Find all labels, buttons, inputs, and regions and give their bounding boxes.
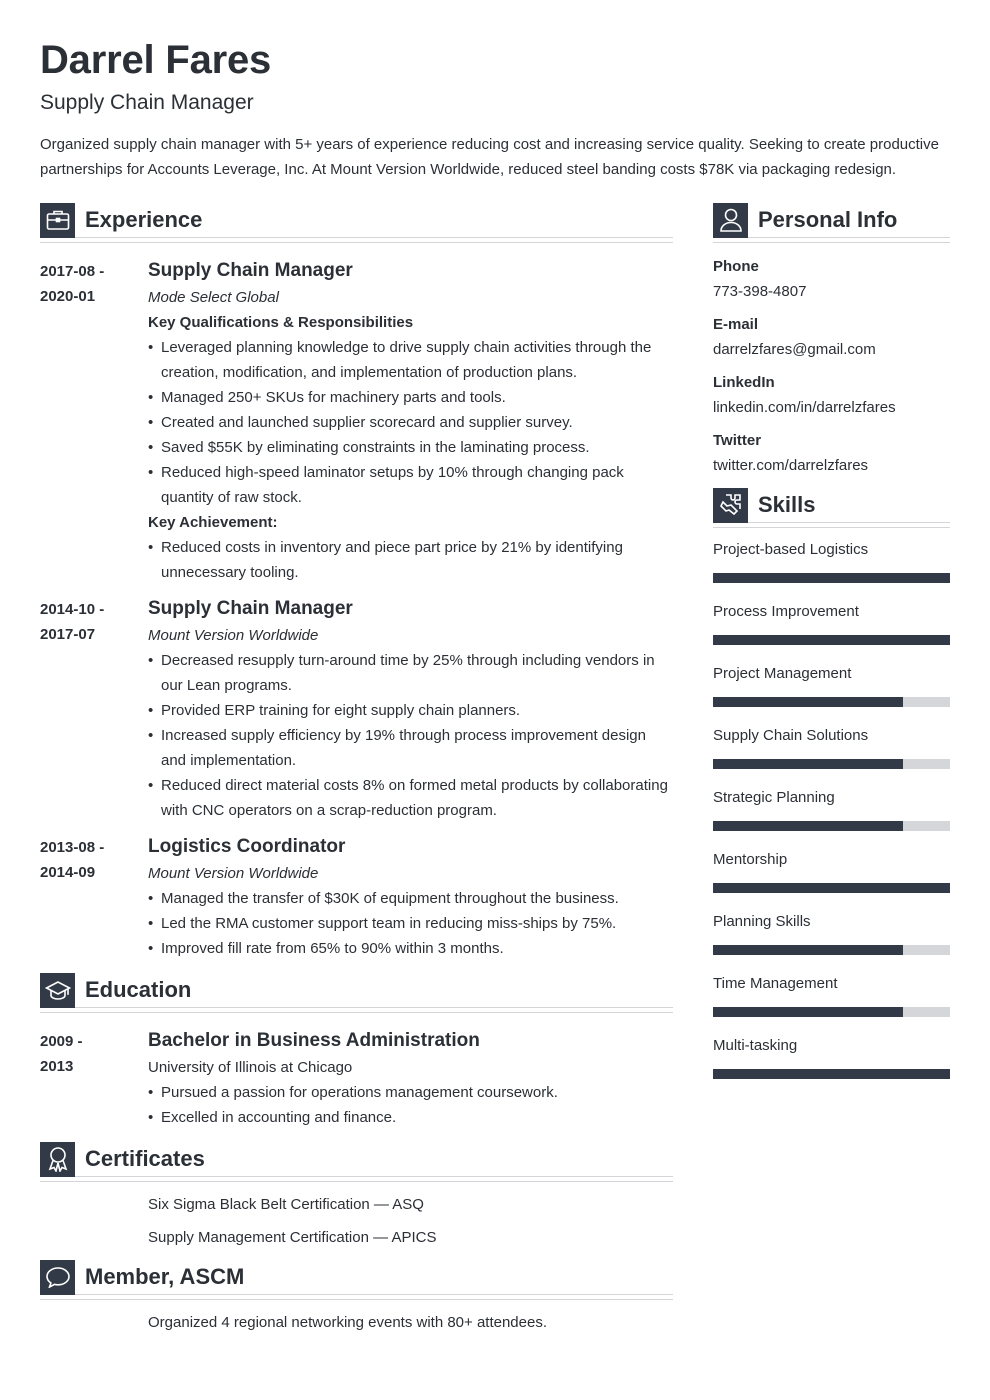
company-name: Mount Version Worldwide (148, 865, 319, 882)
personal-info-heading: Personal Info (758, 207, 898, 232)
degree-name: Bachelor in Business Administration (148, 1030, 480, 1051)
skill-item (713, 912, 950, 955)
entry-date (40, 595, 148, 823)
list-item: • Provided ERP training for eight supply chain planners. (148, 698, 673, 723)
skill-level-fill (713, 697, 903, 707)
list-item: • Increased supply efficiency by 19% through process improvement design and implementation. (148, 723, 673, 773)
left-column (40, 203, 673, 1335)
company-name: Mode Select Global (148, 289, 279, 306)
entry-date (40, 257, 148, 585)
graduation-cap-icon (40, 973, 75, 1008)
puzzle-hand-icon (713, 488, 748, 523)
skill-name: Planning Skills (713, 913, 811, 930)
right-column (713, 203, 950, 1079)
list-item: • Created and launched supplier scorecard and supplier survey. (148, 410, 673, 435)
list-item: • Improved fill rate from 65% to 90% within 3 months. (148, 936, 673, 961)
skills-section (713, 488, 950, 1079)
certificates-header (40, 1142, 673, 1177)
entry-date (40, 833, 148, 961)
school-name: University of Illinois at Chicago (148, 1059, 353, 1076)
subheading: Key Achievement: (148, 514, 278, 531)
date-end: 2014-09 (40, 864, 96, 881)
skill-name: Supply Chain Solutions (713, 727, 869, 744)
company-name: Mount Version Worldwide (148, 627, 319, 644)
member-text: Organized 4 regional networking events with 80+ attendees. (148, 1314, 548, 1331)
linkedin-label: LinkedIn (713, 374, 775, 391)
list-item: • Reduced costs in inventory and piece part price by 21% by identifying unnecessary tooling. (148, 535, 673, 585)
entry-date (40, 1027, 148, 1130)
skill-item (713, 540, 950, 583)
list-item: • Decreased resupply turn-around time by 25% through including vendors in our Lean programs. (148, 648, 673, 698)
list-item: • Saved $55K by eliminating constraints in the laminating process. (148, 435, 673, 460)
list-item: • Led the RMA customer support team in reducing miss-ships by 75%. (148, 911, 673, 936)
education-section (40, 973, 673, 1130)
skill-item (713, 726, 950, 769)
experience-heading: Experience (85, 207, 203, 232)
education-entry (40, 1027, 673, 1130)
date-end: 2020-01 (40, 288, 96, 305)
list-item: • Reduced high-speed laminator setups by 10% through changing pack quantity of raw stock. (148, 460, 673, 510)
divider (40, 1181, 673, 1182)
divider (40, 1299, 673, 1300)
skill-level-bar (713, 1069, 950, 1079)
list-item: • Leveraged planning knowledge to drive supply chain activities through the creation, modification, and implementation of production plans. (148, 335, 673, 385)
divider (713, 527, 950, 528)
skill-level-fill (713, 635, 950, 645)
skill-level-bar (713, 635, 950, 645)
date-end: 2013 (40, 1058, 74, 1075)
skill-item (713, 974, 950, 1017)
member-section (40, 1260, 673, 1335)
skill-level-fill (713, 1069, 950, 1079)
divider (713, 242, 950, 243)
skill-level-bar (713, 759, 950, 769)
skill-level-fill (713, 1007, 903, 1017)
bullet-list (148, 335, 673, 510)
phone-label: Phone (713, 258, 759, 275)
skill-name: Time Management (713, 975, 838, 992)
certificate-item: Six Sigma Black Belt Certification — ASQ (148, 1196, 424, 1213)
list-item: • Excelled in accounting and finance. (148, 1105, 673, 1130)
skill-level-fill (713, 821, 903, 831)
candidate-name: Darrel Fares (40, 38, 272, 82)
divider (40, 1012, 673, 1013)
skill-item (713, 788, 950, 831)
skill-item (713, 850, 950, 893)
skill-name: Mentorship (713, 851, 788, 868)
skill-name: Multi-tasking (713, 1037, 798, 1054)
linkedin-value: linkedin.com/in/darrelzfares (713, 399, 896, 416)
list-item: • Managed 250+ SKUs for machinery parts and tools. (148, 385, 673, 410)
briefcase-icon (40, 203, 75, 238)
certificates-heading: Certificates (85, 1146, 205, 1171)
skill-level-bar (713, 945, 950, 955)
experience-entry (40, 595, 673, 823)
personal-info-section (713, 203, 950, 478)
twitter-value: twitter.com/darrelzfares (713, 457, 869, 474)
speech-bubble-icon (40, 1260, 75, 1295)
date-start: 2014-10 - (40, 601, 105, 618)
list-item: • Managed the transfer of $30K of equipment throughout the business. (148, 886, 673, 911)
experience-entry (40, 833, 673, 961)
skills-header (713, 488, 950, 523)
experience-entry (40, 257, 673, 585)
member-header (40, 1260, 673, 1295)
job-role: Supply Chain Manager (148, 598, 353, 619)
bullet-list (148, 886, 673, 961)
email-label: E-mail (713, 316, 759, 333)
skill-item (713, 1036, 950, 1079)
skill-level-bar (713, 573, 950, 583)
skill-level-bar (713, 1007, 950, 1017)
date-start: 2009 - (40, 1033, 83, 1050)
date-end: 2017-07 (40, 626, 96, 643)
certificates-section (40, 1142, 673, 1250)
skill-level-fill (713, 945, 903, 955)
skill-level-fill (713, 759, 903, 769)
skill-name: Strategic Planning (713, 789, 835, 806)
list-item: • Reduced direct material costs 8% on formed metal products by collaborating with CNC operators on a scrap-reduction program. (148, 773, 673, 823)
summary-text: Organized supply chain manager with 5+ years of experience reducing cost and increasing service quality. Seeking to create productive partnerships for Accounts Leverage, Inc. At Mount Version Worldwide, reduced steel banding costs $78K via packaging redesign. (40, 136, 939, 178)
skill-level-bar (713, 821, 950, 831)
divider (40, 242, 673, 243)
email-value: darrelzfares@gmail.com (713, 341, 876, 358)
member-heading: Member, ASCM (85, 1264, 245, 1289)
bullet-list (148, 535, 673, 585)
experience-section (40, 203, 673, 961)
skill-item (713, 664, 950, 707)
person-icon (713, 203, 748, 238)
subheading: Key Qualifications & Responsibilities (148, 314, 414, 331)
skill-item (713, 602, 950, 645)
skill-name: Project Management (713, 665, 852, 682)
experience-header (40, 203, 673, 238)
candidate-title: Supply Chain Manager (40, 91, 254, 114)
job-role: Supply Chain Manager (148, 260, 353, 281)
skill-name: Process Improvement (713, 603, 859, 620)
skill-level-bar (713, 697, 950, 707)
job-role: Logistics Coordinator (148, 836, 346, 857)
skill-level-fill (713, 573, 950, 583)
skills-heading: Skills (758, 492, 816, 517)
bullet-list (148, 1080, 673, 1130)
list-item: • Pursued a passion for operations management coursework. (148, 1080, 673, 1105)
date-start: 2017-08 - (40, 263, 105, 280)
skill-level-bar (713, 883, 950, 893)
certificate-item: Supply Management Certification — APICS (148, 1229, 437, 1246)
date-start: 2013-08 - (40, 839, 105, 856)
award-ribbon-icon (40, 1142, 75, 1177)
twitter-label: Twitter (713, 432, 762, 449)
education-heading: Education (85, 977, 192, 1002)
education-header (40, 973, 673, 1008)
skills-list (713, 540, 950, 1079)
skill-name: Project-based Logistics (713, 541, 869, 558)
bullet-list (148, 648, 673, 823)
personal-info-header (713, 203, 950, 238)
skill-level-fill (713, 883, 950, 893)
phone-value: 773-398-4807 (713, 283, 807, 300)
